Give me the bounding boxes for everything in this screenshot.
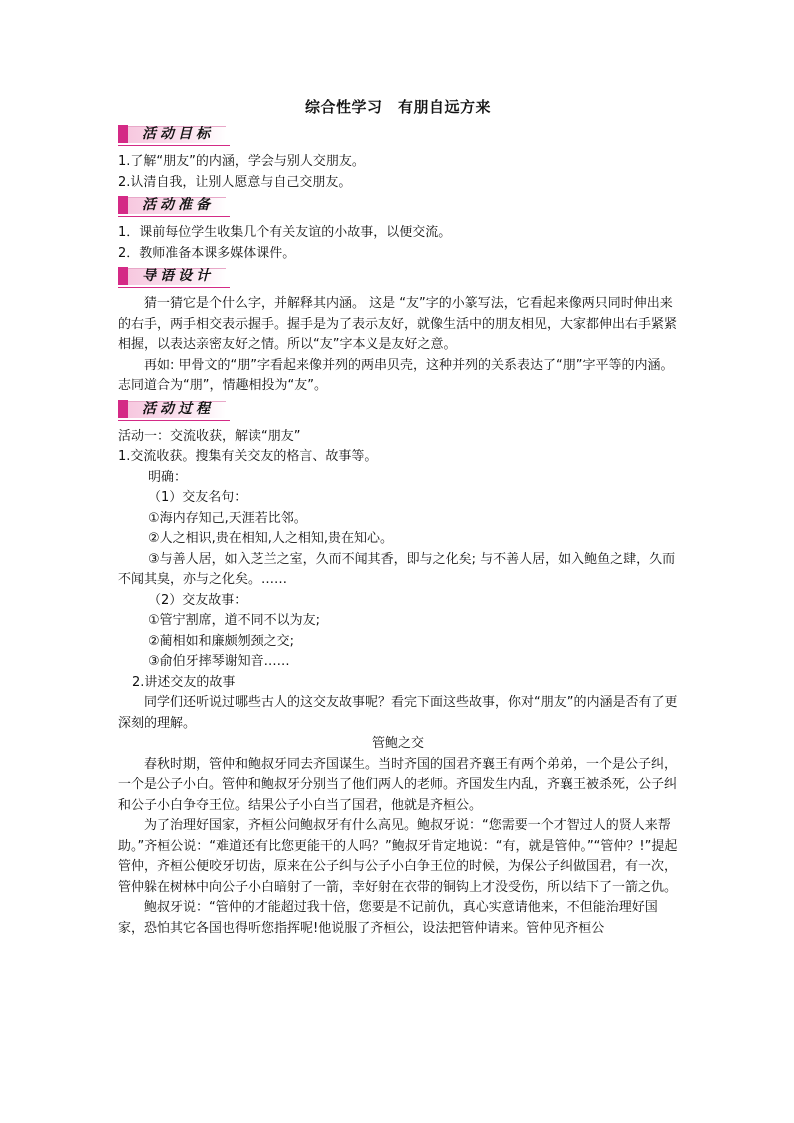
- section-heading-label: 活动过程: [142, 400, 214, 417]
- story-paragraph: 春秋时期，管仲和鲍叔牙同去齐国谋生。当时齐国的国君齐襄王有两个弟弟，一个是公子纠，一个是公子小白。管仲和鲍叔牙分别当了他们两人的老师。齐国发生内乱，齐襄王被杀死，公子纠和公子小白争夺王位。结果公子小白当了国君，他就是齐桓公。: [118, 756, 678, 813]
- quote-item: ③与善人居，如入芝兰之室，久而不闻其香，即与之化矣; 与不善人居，如入鲍鱼之肆，久而不闻其臭，亦与之化矣。……: [118, 551, 676, 587]
- goal-item: 1.了解“朋友”的内涵，学会与别人交朋友。: [118, 154, 365, 169]
- heading-bar-decoration: [118, 400, 128, 418]
- quote-item: ②人之相识,贵在相知,人之相知,贵在知心。: [148, 531, 394, 546]
- story-item: ③俞伯牙摔琴谢知音……: [148, 654, 290, 669]
- stories-heading: （2）交友故事：: [148, 592, 248, 608]
- section-heading-process: [118, 399, 230, 421]
- section-heading-goal: [118, 124, 230, 146]
- story-title: 管鲍之交: [371, 736, 424, 751]
- prep-item: 2．教师准备本课多媒体课件。: [118, 245, 296, 261]
- section-heading-label: 导语设计: [142, 268, 214, 284]
- section-heading-label: 活动准备: [142, 197, 214, 213]
- page-title: 综合性学习 有朋自远方来: [304, 98, 491, 116]
- clarify-label: 明确：: [148, 469, 188, 485]
- heading-bar-decoration: [118, 267, 128, 285]
- story-item: ②蔺相如和廉颇刎颈之交;: [148, 633, 295, 649]
- story-paragraph: 为了治理好国家，齐桓公问鲍叔牙有什么高见。鲍叔牙说：“您需要一个才智过人的贤人来帮助。”齐桓公说：“难道还有比您更能干的人吗？”鲍叔牙肯定地说：“有，就是管仲。”“管仲？!”提起管仲，齐桓公便咬牙切齿，原来在公子纠与公子小白争王位的时候，为保公子纠做国君，有一次，管仲躲在树林中向公子小白暗射了一箭，幸好射在衣带的铜钩上才没受伤，所以结下了一箭之仇。: [118, 818, 678, 895]
- step-heading: 1.交流收获。搜集有关交友的格言、故事等。: [118, 449, 378, 464]
- step-heading: 2.讲述交友的故事: [132, 674, 236, 690]
- heading-bar-decoration: [118, 125, 128, 143]
- heading-bar-decoration: [118, 196, 128, 214]
- story-paragraph: 鲍叔牙说：“管仲的才能超过我十倍，您要是不记前仇，真心实意请他来，不但能治理好国家，恐怕其它各国也得听您指挥呢!他说服了齐桓公，设法把管仲请来。管仲见齐桓公: [118, 900, 658, 936]
- goal-item: 2.认清自我，让别人愿意与自己交朋友。: [118, 174, 352, 190]
- quotes-heading: （1）交友名句：: [148, 490, 248, 505]
- document-content: [118, 96, 678, 939]
- prep-item: 1．课前每位学生收集几个有关友谊的小故事，以便交流。: [118, 225, 452, 240]
- activity-title: 活动一：交流收获，解读“朋友”: [118, 428, 301, 444]
- intro-paragraph: 猜一猜它是个什么字，并解释其内涵。 这是 “友”字的小篆写法，它看起来像两只同时伸出来的右手，两手相交表示握手。握手是为了表示友好，就像生活中的朋友相见，大家都伸出右手紧紧相握，以表达亲密友好之情。所以“友”字本义是友好之意。: [118, 296, 678, 352]
- story-item: ①管宁割席，道不同不以为友;: [148, 613, 321, 628]
- quote-item: ①海内存知己,天涯若比邻。: [148, 510, 307, 526]
- heading-underline: [118, 145, 230, 146]
- heading-underline: [118, 216, 230, 217]
- section-heading-intro: [118, 266, 230, 288]
- section-heading-label: 活动目标: [142, 126, 214, 142]
- section-heading-prep: [118, 195, 230, 217]
- step-paragraph: 同学们还听说过哪些古人的这交友故事呢？看完下面这些故事，你对“朋友”的内涵是否有了更深刻的理解。: [118, 695, 678, 731]
- intro-paragraph: 再如: 甲骨文的“朋”字看起来像并列的两串贝壳，这种并列的关系表达了“朋”字平等的内涵。志同道合为“朋”，情趣相投为“友”。: [118, 357, 674, 393]
- heading-underline: [118, 287, 230, 288]
- heading-underline: [118, 420, 230, 421]
